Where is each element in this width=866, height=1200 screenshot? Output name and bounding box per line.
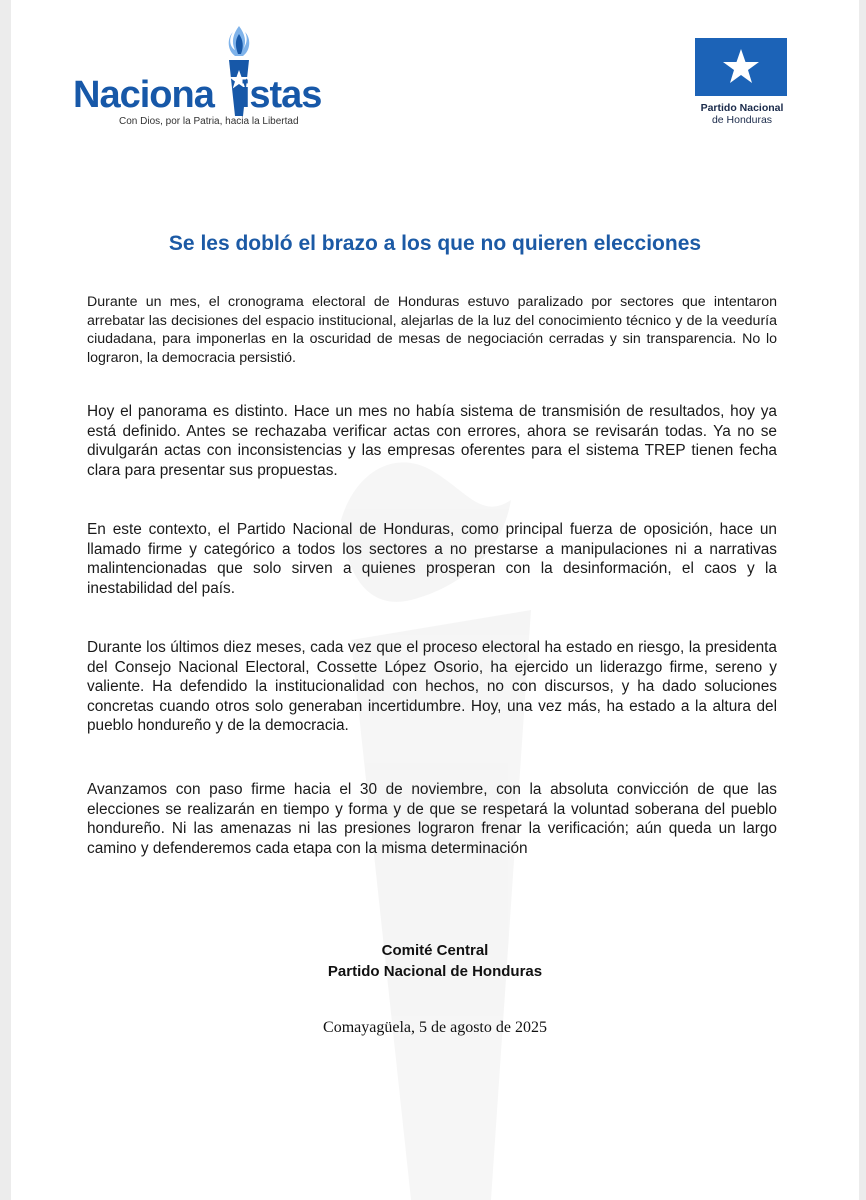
partido-nacional-logo	[695, 38, 789, 134]
flag-icon	[695, 38, 787, 96]
paragraph-2: Hoy el panorama es distinto. Hace un mes no había sistema de transmisión de resultados, hoy ya está definido. Antes se rechazaba verificar actas con errores, ahora se revisarán todas. Ya no se divulgarán actas con inconsistencias y las empresas oferentes para el sistema TREP tienen fecha clara para presentar sus propuestas.	[87, 403, 777, 479]
nacionalistas-logo	[73, 24, 363, 134]
document-page	[11, 0, 859, 1200]
signature-line-2: Partido Nacional de Honduras	[327, 963, 543, 980]
paragraph-5: Avanzamos con paso firme hacia el 30 de noviembre, con la absoluta convicción de que las elecciones se realizarán en tiempo y forma y de que se respetará la voluntad soberana del pueblo hondureño. Ni las amenazas ni las presiones lograron frenar la verificación; aún queda un largo camino y defenderemos cada etapa con la misma determinación	[87, 781, 777, 857]
star-icon	[721, 47, 761, 87]
paragraph-4: Durante los últimos diez meses, cada vez que el proceso electoral ha estado en riesgo, la presidenta del Consejo Nacional Electoral, Cossette López Osorio, ha ejercido un liderazgo firme, sereno y valiente. Ha defendido la institucionalidad con hechos, no con discursos, y ha dado soluciones concretas cuando otros solo generaban incertidumbre. Hoy, una vez más, ha estado a la altura del pueblo hondureño y de la democracia.	[87, 639, 777, 734]
document-date: Comayagüela, 5 de agosto de 2025	[323, 1019, 547, 1036]
logo-tagline: Con Dios, por la Patria, hacia la Libertad	[119, 116, 299, 127]
document-title: Se les dobló el brazo a los que no quieren elecciones	[168, 232, 702, 255]
logo-wordmark: Naciona istas	[73, 74, 322, 116]
party-name-line1: Partido Nacional	[700, 102, 784, 114]
party-name	[695, 102, 789, 126]
signature-line-1: Comité Central	[381, 942, 489, 959]
party-name-line2: de Honduras	[711, 114, 773, 126]
signature-block	[11, 940, 859, 982]
paragraph-1: Durante un mes, el cronograma electoral de Honduras estuvo paralizado por sectores que intentaron arrebatar las decisiones del espacio institucional, alejarlas de la luz del conocimiento técnico y de la veeduría ciudadana, para imponerlas en la oscuridad de mesas de negociación cerradas y sin transparencia. No lo lograron, la democracia persistió.	[87, 294, 777, 366]
paragraph-3: En este contexto, el Partido Nacional de Honduras, como principal fuerza de oposición, hace un llamado firme y categórico a todos los sectores a no prestarse a manipulaciones ni a narrativas malintencionadas que solo sirven a quienes prosperan con la desinformación, el caos y la inestabilidad del país.	[87, 521, 777, 597]
